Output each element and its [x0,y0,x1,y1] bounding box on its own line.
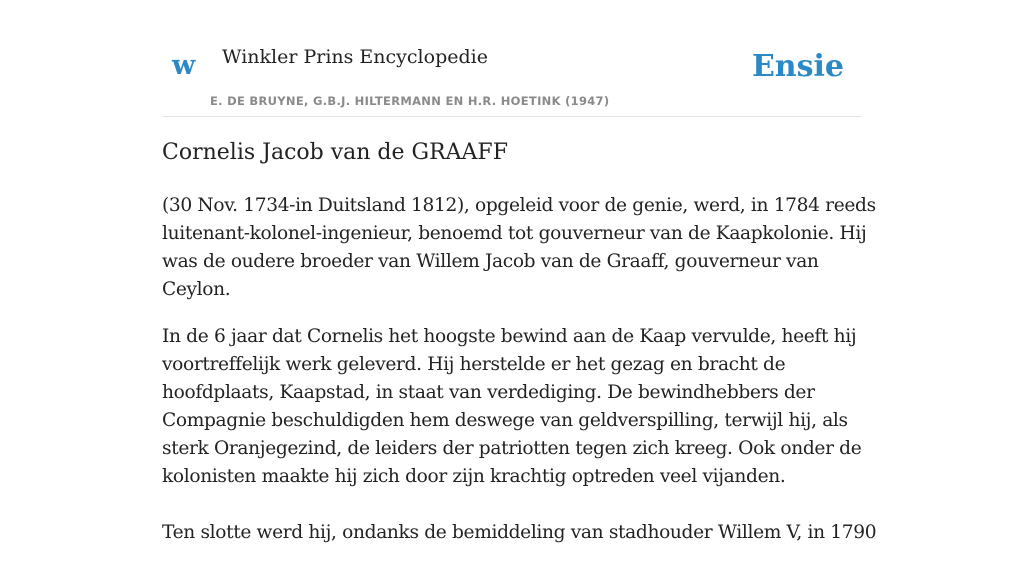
entry-paragraph-2: In de 6 jaar dat Cornelis het hoogste bewind aan de Kaap vervulde, heeft hij voortreffelijk werk geleverd. Hij herstelde er het gezag en bracht de hoofdplaats, Kaapstad, in staat van verdediging. De bewindhebbers der Compagnie beschuldigden hem deswege van geldverspilling, terwijl hij, als sterk Oranjegezind, de leiders der patriotten tegen zich kreeg. Ook onder de kolonisten maakte hij zich door zijn krachtig optreden veel vijanden. [162,326,862,487]
book-header [162,0,862,117]
book-logo[interactable]: w [172,50,196,81]
ensie-logo-link[interactable]: Ensie [751,49,844,84]
book-title[interactable]: Winkler Prins Encyclopedie [222,46,488,68]
entry-paragraph-3: Ten slotte werd hij, ondanks de bemiddeling van stadhouder Willem V, in 1790 [162,522,877,543]
entry-paragraph-1: (30 Nov. 1734-in Duitsland 1812), opgeleid voor de genie, werd, in 1784 reeds luitenant-kolonel-ingenieur, benoemd tot gouverneur van de Kaapkolonie. Hij was de oudere broeder van Willem Jacob van de Graaff, gouverneur van Ceylon. [162,195,876,300]
article-page [162,0,877,543]
entry-title: Cornelis Jacob van de GRAAFF [162,140,508,165]
book-authors: E. DE BRUYNE, G.B.J. HILTERMANN EN H.R. HOETINK (1947) [210,94,610,108]
entry-body [162,192,882,566]
